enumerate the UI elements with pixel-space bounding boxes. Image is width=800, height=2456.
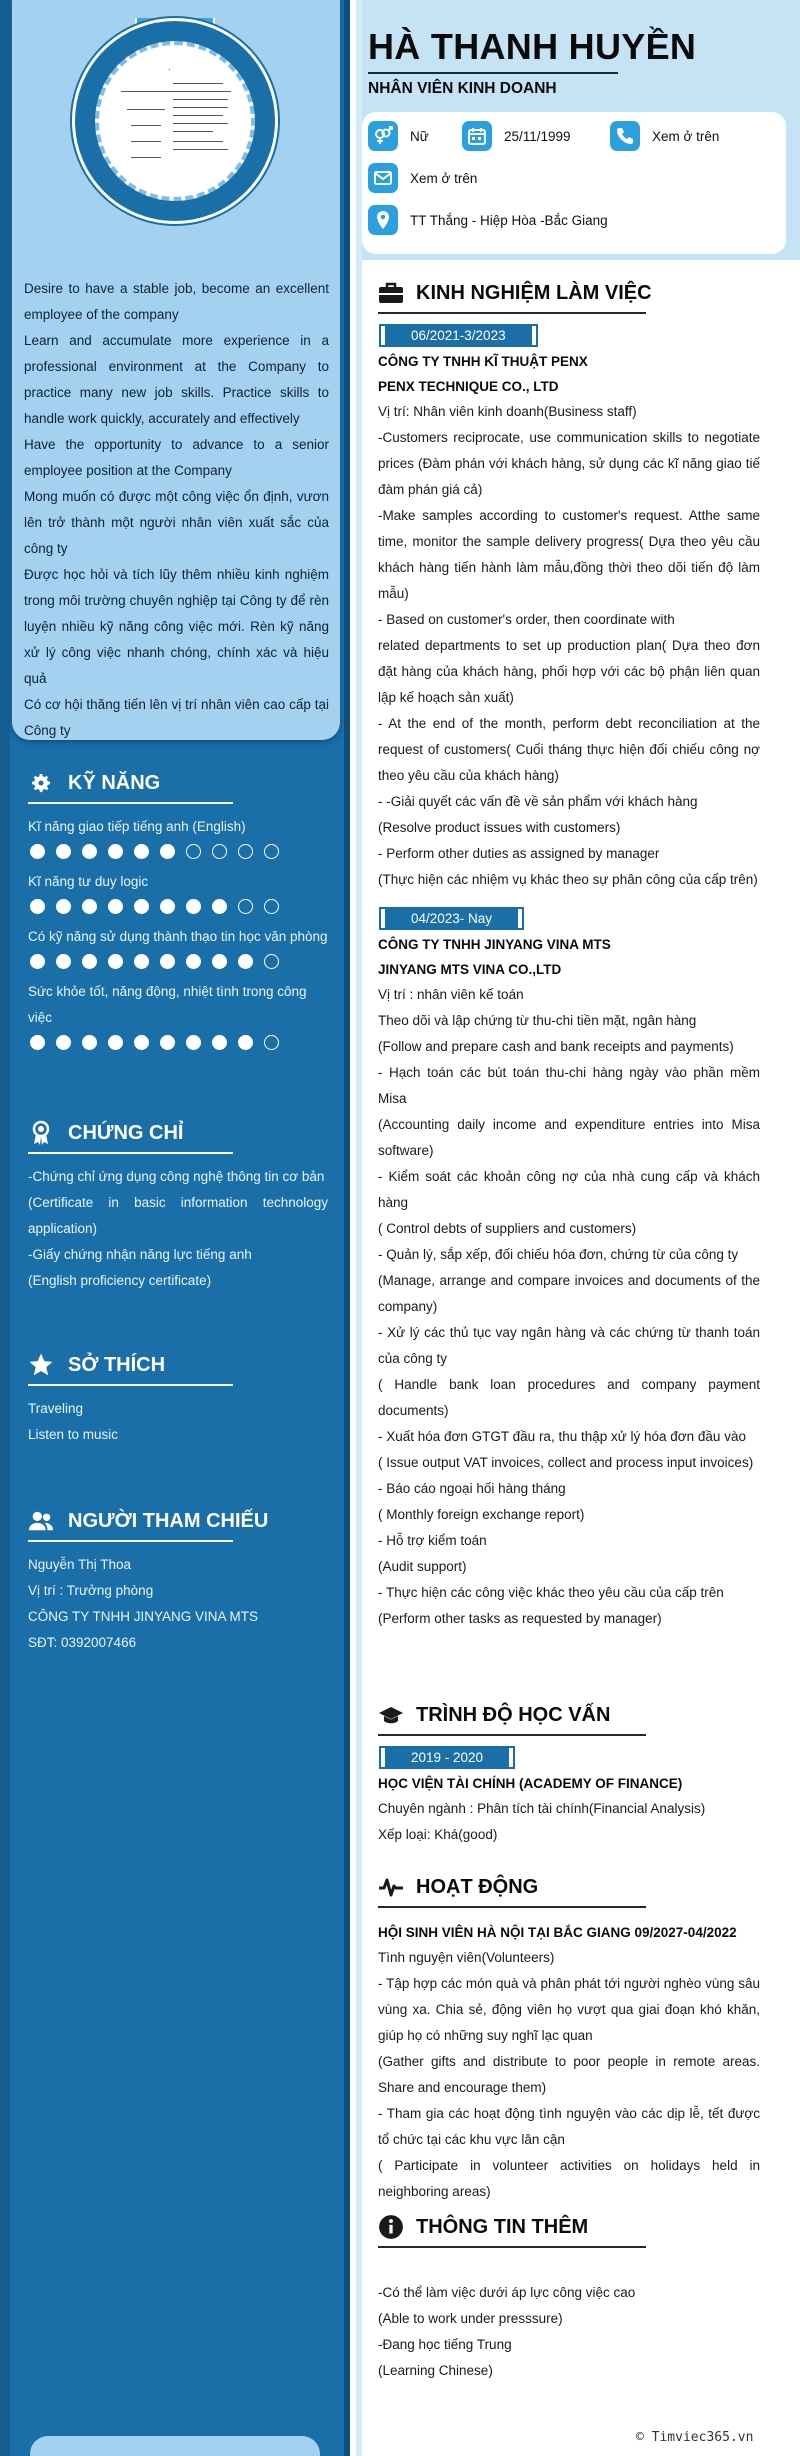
avatar-image (95, 41, 255, 201)
certificate-line: (Certificate in basic information technology application) (28, 1195, 328, 1236)
reference-company: CÔNG TY TNHH JINYANG VINA MTS (28, 1609, 259, 1624)
job-detail-line: - Hạch toán các bút toán thu-chi hàng ngày vào phần mềm Misa (378, 1065, 760, 1106)
additional-info-underline (378, 2246, 646, 2248)
email-item (368, 163, 477, 193)
name-underline (368, 72, 618, 74)
graduation-cap-icon (378, 1702, 404, 1728)
activity-heading: HỘI SINH VIÊN HÀ NỘI TẠI BẮC GIANG 09/2027-04/2022 (378, 1925, 737, 1940)
rating-dot-filled (238, 954, 253, 969)
hobbies-section (28, 1352, 328, 1448)
rating-dot-filled (212, 1035, 227, 1050)
skill-rating (30, 1035, 328, 1050)
rating-dot-filled (56, 1035, 71, 1050)
reference-position: Vị trí : Trưởng phòng (28, 1583, 154, 1598)
skill-rating (30, 954, 328, 969)
rating-dot-empty (264, 954, 279, 969)
hobby-item: Listen to music (28, 1427, 119, 1442)
activity-line: - Tập hợp các món quà và phân phát tới người nghèo vùng sâu vùng xa. Chia sẻ, động viên họ vượt qua giai đoạn khó khăn, giúp họ có những suy nghĩ lạc quan (378, 1976, 760, 2043)
skill-rating (30, 899, 328, 914)
rating-dot-empty (186, 844, 201, 859)
job-company-en: PENX TECHNIQUE CO., LTD (378, 379, 559, 394)
additional-line: (Able to work under presssure) (378, 2311, 563, 2326)
job-detail-line: - Hỗ trợ kiểm toán (378, 1533, 487, 1548)
rating-dot-filled (238, 1035, 253, 1050)
references-title: NGƯỜI THAM CHIẾU (28, 1508, 328, 1534)
rating-dot-filled (108, 844, 123, 859)
award-icon (28, 1120, 54, 1146)
job-detail-line: (Manage, arrange and compare invoices and documents of the company) (378, 1273, 760, 1314)
phone-value: Xem ở trên (652, 128, 720, 144)
education-grade: Xếp loại: Khá(good) (378, 1827, 498, 1842)
job-detail-line: Vị trí: Nhân viên kinh doanh(Business staff) (378, 404, 637, 419)
rating-dot-filled (134, 954, 149, 969)
skill-name: Có kỹ năng sử dụng thành thạo tin học văn phòng (28, 929, 328, 944)
job-company: CÔNG TY TNHH KĨ THUẬT PENX (378, 354, 588, 369)
job-detail-line: - Perform other duties as assigned by manager (378, 846, 660, 861)
education-school: HỌC VIỆN TÀI CHÍNH (ACADEMY OF FINANCE) (378, 1776, 683, 1791)
rating-dot-filled (186, 954, 201, 969)
career-objective (24, 276, 329, 744)
job-detail-line: ( Handle bank loan procedures and company payment documents) (378, 1377, 760, 1418)
skills-section (28, 770, 328, 1060)
left-edge-stripe (0, 0, 10, 2456)
objective-line: Có cơ hội thăng tiến lên vị trí nhân viên cao cấp tại Công ty (24, 697, 329, 738)
rating-dot-filled (82, 954, 97, 969)
activities-section (378, 1874, 760, 2205)
job-detail-line: - Xử lý các thủ tục vay ngân hàng và các chứng từ thanh toán của công ty (378, 1325, 760, 1366)
location-pin-icon (368, 205, 398, 235)
job-description (378, 399, 760, 893)
objective-line: Learn and accumulate more experience in a professional environment at the Company to practice many new job skills. Practice skills to handle work quickly, accurately and effectively (24, 333, 329, 426)
education-title: TRÌNH ĐỘ HỌC VẤN (378, 1702, 760, 1728)
email-icon (368, 163, 398, 193)
reference-name: Nguyễn Thị Thoa (28, 1557, 132, 1572)
star-icon (28, 1352, 54, 1378)
job-detail-line: (Accounting daily income and expenditure entries into Misa software) (378, 1117, 760, 1158)
birthdate-value: 25/11/1999 (504, 128, 571, 144)
activity-description (378, 1945, 760, 2205)
job-detail-line: - Xuất hóa đơn GTGT đầu ra, thu thập xử lý hóa đơn đầu vào (378, 1429, 746, 1444)
certificate-line: -Giấy chứng nhận năng lực tiếng anh (28, 1247, 252, 1262)
skills-title: KỸ NĂNG (28, 770, 328, 796)
gear-icon (28, 770, 54, 796)
rating-dot-empty (264, 844, 279, 859)
skill-name: Sức khỏe tốt, năng động, nhiệt tình trong công việc (28, 984, 307, 1025)
job-detail-line: Theo dõi và lập chứng từ thu-chi tiền mặt, ngân hàng (378, 1013, 697, 1028)
rating-dot-empty (238, 844, 253, 859)
rating-dot-filled (56, 954, 71, 969)
rating-dot-empty (212, 844, 227, 859)
rating-dot-filled (186, 1035, 201, 1050)
rating-dot-filled (108, 899, 123, 914)
job-period: 06/2021-3/2023 (381, 326, 536, 345)
job-detail-line: - Based on customer's order, then coordinate with (378, 612, 675, 627)
experience-underline (378, 312, 646, 314)
candidate-name: HÀ THANH HUYỀN (368, 26, 697, 67)
rating-dot-filled (134, 1035, 149, 1050)
gender-value: Nữ (410, 128, 429, 144)
document-thumbnail-icon (121, 69, 231, 179)
address-item (368, 205, 608, 235)
references-underline (28, 1540, 233, 1542)
skill-rating (30, 844, 328, 859)
objective-line: Được học hỏi và tích lũy thêm nhiều kinh nghiệm trong môi trường chuyên nghiệp tại Công ty để rèn luyện nhiều kỹ năng công việc mới. Rèn kỹ năng xử lý công việc nhanh chóng, chính xác và hiệu quả (24, 567, 329, 686)
education-underline (378, 1734, 646, 1736)
gender-item (368, 121, 429, 151)
job-detail-line: -Customers reciprocate, use communication skills to negotiate prices (Đàm phán với khách hàng, sử dụng các kĩ năng giao tiế đàm phán giá cả) (378, 430, 760, 497)
education-section (378, 1702, 760, 1848)
rating-dot-filled (108, 954, 123, 969)
rating-dot-filled (82, 844, 97, 859)
rating-dot-filled (160, 954, 175, 969)
email-value: Xem ở trên (410, 170, 478, 186)
job-detail-line: - -Giải quyết các vấn đề về sản phẩm với khách hàng (378, 794, 698, 809)
objective-line: Mong muốn có được một công việc ổn định, vươn lên trở thành một người nhân viên xuất sắc của công ty (24, 489, 329, 556)
additional-line: -Có thể làm việc dưới áp lực công việc cao (378, 2285, 636, 2300)
job-detail-line: - Thực hiện các công việc khác theo yêu cầu của cấp trên (378, 1585, 724, 1600)
references-section (28, 1508, 328, 1656)
right-edge-stripe (356, 0, 362, 2456)
left-bottom-tab (30, 2436, 320, 2456)
rating-dot-filled (108, 1035, 123, 1050)
hobby-item: Traveling (28, 1401, 84, 1416)
briefcase-icon (378, 280, 404, 306)
certificate-line: -Chứng chỉ ứng dụng công nghệ thông tin cơ bản (28, 1169, 325, 1184)
activity-line: Tình nguyện viên(Volunteers) (378, 1950, 555, 1965)
job-detail-line: (Perform other tasks as requested by manager) (378, 1611, 662, 1626)
calendar-icon (462, 121, 492, 151)
objective-line: Have the opportunity to advance to a senior employee position at the Company (24, 437, 329, 478)
job-detail-line: (Resolve product issues with customers) (378, 820, 621, 835)
activities-title: HOẠT ĐỘNG (378, 1874, 760, 1900)
activity-line: ( Participate in volunteer activities on holidays held in neighboring areas) (378, 2158, 760, 2199)
address-value: TT Thắng - Hiệp Hòa -Bắc Giang (410, 212, 608, 228)
job-description (378, 982, 760, 1632)
info-icon (378, 2214, 404, 2240)
job-detail-line: Vị trí : nhân viên kế toán (378, 987, 524, 1002)
job-period: 04/2023- Nay (381, 909, 522, 928)
rating-dot-filled (30, 844, 45, 859)
objective-line: Desire to have a stable job, become an excellent employee of the company (24, 281, 329, 322)
footer-watermark: © Timviec365.vn (636, 2430, 754, 2445)
phone-item (610, 121, 719, 151)
hobbies-underline (28, 1384, 233, 1386)
rating-dot-filled (30, 954, 45, 969)
rating-dot-filled (160, 899, 175, 914)
reference-phone: SĐT: 0392007466 (28, 1635, 137, 1650)
rating-dot-filled (56, 844, 71, 859)
rating-dot-filled (212, 954, 227, 969)
skill-name: Kĩ năng giao tiếp tiếng anh (English) (28, 819, 246, 834)
education-major: Chuyên ngành : Phân tích tài chính(Financial Analysis) (378, 1801, 706, 1816)
experience-section (378, 280, 760, 1632)
rating-dot-filled (186, 899, 201, 914)
job-detail-line: related departments to set up production plan( Dựa theo đơn đặt hàng của khách hàng, phối hợp với các bộ phận liên quan lập kế hoạch sản xuất) (378, 638, 760, 705)
rating-dot-empty (264, 899, 279, 914)
rating-dot-filled (56, 899, 71, 914)
activity-line: - Tham gia các hoạt động tình nguyện vào các dịp lễ, tết được tổ chức tại các khu vực lân cận (378, 2106, 760, 2147)
rating-dot-filled (160, 844, 175, 859)
job-detail-line: -Make samples according to customer's request. Atthe same time, monitor the sample delivery progress( Dựa theo yêu cầu khách hàng tiến hành làm mẫu,đồng thời theo dõi tiến độ làm mẫu) (378, 508, 760, 601)
certificates-underline (28, 1152, 233, 1154)
rating-dot-filled (134, 899, 149, 914)
candidate-position: NHÂN VIÊN KINH DOANH (368, 80, 557, 97)
phone-icon (610, 121, 640, 151)
job-detail-line: (Audit support) (378, 1559, 467, 1574)
rating-dot-empty (238, 899, 253, 914)
gender-icon (368, 121, 398, 151)
job-detail-line: - Báo cáo ngoại hối hàng tháng (378, 1481, 566, 1496)
rating-dot-filled (212, 899, 227, 914)
job-detail-line: ( Control debts of suppliers and customers) (378, 1221, 637, 1236)
job-detail-line: - Kiểm soát các khoản công nợ của nhà cung cấp và khách hàng (378, 1169, 760, 1210)
certificates-section (28, 1120, 328, 1294)
certificate-line: (English proficiency certificate) (28, 1273, 212, 1288)
avatar (72, 18, 278, 224)
rating-dot-filled (82, 899, 97, 914)
job-detail-line: - At the end of the month, perform debt reconciliation at the request of customers( Cuối tháng thực hiện đối chiếu công nợ theo yêu cầu của khách hàng) (378, 716, 760, 783)
skills-list (28, 814, 328, 1050)
pulse-icon (378, 1874, 404, 1900)
additional-line: -Đang học tiếng Trung (378, 2337, 512, 2352)
additional-info-title: THÔNG TIN THÊM (378, 2214, 760, 2240)
activities-underline (378, 1906, 646, 1908)
rating-dot-filled (160, 1035, 175, 1050)
hobbies-title: SỞ THÍCH (28, 1352, 328, 1378)
birthdate-item (462, 121, 571, 151)
rating-dot-filled (30, 1035, 45, 1050)
activity-line: (Gather gifts and distribute to poor people in remote areas. Share and encourage them) (378, 2054, 760, 2095)
additional-info-section (378, 2214, 760, 2384)
rating-dot-empty (264, 1035, 279, 1050)
additional-line: (Learning Chinese) (378, 2363, 493, 2378)
certificates-title: CHỨNG CHỈ (28, 1120, 328, 1146)
job-detail-line: (Thực hiện các nhiệm vụ khác theo sự phân công của cấp trên) (378, 872, 758, 887)
job-detail-line: ( Issue output VAT invoices, collect and process input invoices) (378, 1455, 754, 1470)
users-icon (28, 1508, 54, 1534)
job-company-en: JINYANG MTS VINA CO.,LTD (378, 962, 562, 977)
experience-title: KINH NGHIỆM LÀM VIỆC (378, 280, 760, 306)
job-detail-line: ( Monthly foreign exchange report) (378, 1507, 585, 1522)
job-company: CÔNG TY TNHH JINYANG VINA MTS (378, 937, 611, 952)
rating-dot-filled (30, 899, 45, 914)
skill-name: Kĩ năng tư duy logic (28, 874, 149, 889)
rating-dot-filled (82, 1035, 97, 1050)
rating-dot-filled (134, 844, 149, 859)
skills-underline (28, 802, 233, 804)
job-detail-line: - Quản lý, sắp xếp, đối chiếu hóa đơn, chứng từ của công ty (378, 1247, 739, 1262)
education-period: 2019 - 2020 (381, 1748, 513, 1767)
job-detail-line: (Follow and prepare cash and bank receipts and payments) (378, 1039, 734, 1054)
